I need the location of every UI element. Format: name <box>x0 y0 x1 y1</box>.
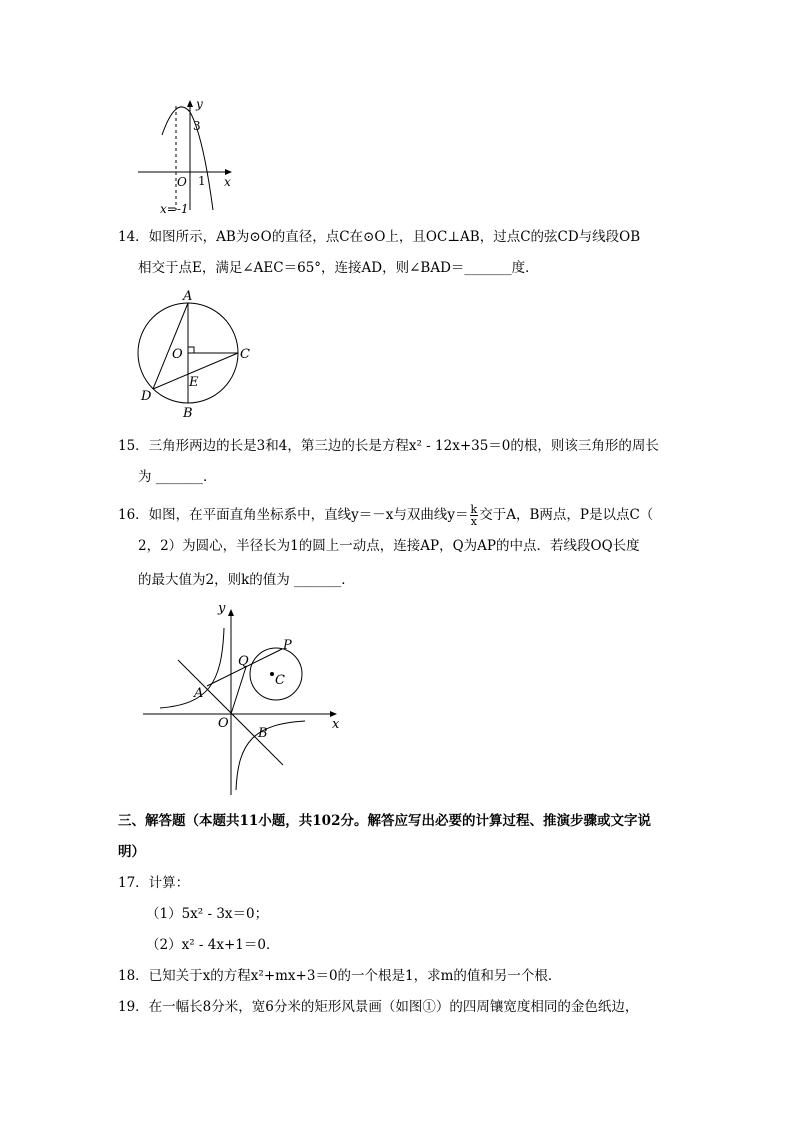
q15-line2: 为 _______． <box>138 469 217 485</box>
q19-text: 19．在一幅长8分米，宽6分米的矩形风景画（如图①）的四周镶宽度相同的金色纸边， <box>118 999 639 1015</box>
fig16-b-label: B <box>258 726 268 741</box>
label-d: D <box>141 389 152 404</box>
fig13-axis-label: x=-1 <box>160 202 189 216</box>
section3-heading-line1: 三、解答题（本题共11小题，共102分。解答应写出必要的计算过程、推演步骤或文字说 <box>118 813 651 829</box>
fig16-q-label: Q <box>238 654 249 669</box>
q18-text: 18．已知关于x的方程x²+mx+3＝0的一个根是1，求m的值和另一个根． <box>118 968 562 984</box>
fig13-y-label: y <box>196 97 203 111</box>
label-e: E <box>189 375 199 390</box>
y-axis-arrow <box>228 609 234 616</box>
hyperbola-branch-lower-right <box>236 721 305 790</box>
fig16-a-label: A <box>194 686 204 701</box>
q14-line2: 相交于点E，满足∠AEC＝65°，连接AD，则∠BAD＝_______度． <box>138 260 539 276</box>
fig13-origin-label: O <box>177 175 187 189</box>
q17-part1: （1）5x² - 3x＝0； <box>146 906 269 922</box>
q17-title: 17．计算： <box>118 875 190 891</box>
fraction-denominator: x <box>470 515 477 528</box>
label-b: B <box>183 406 193 421</box>
q14-line1: 14．如图所示，AB为⊙O的直径，点C在⊙O上，且OC⊥AB，过点C的弦CD与线段OB <box>118 229 641 245</box>
fig13-intercept-label: 3 <box>193 119 201 133</box>
q16-line2: 2，2）为圆心，半径长为1的圆上一动点，连接AP，Q为AP的中点．若线段OQ长度 <box>138 538 640 554</box>
center-c-dot <box>270 672 274 676</box>
fig16-y-label: y <box>218 601 226 616</box>
segment-oq <box>231 667 246 714</box>
q15-line1: 15．三角形两边的长是3和4，第三边的长是方程x² - 12x+35＝0的根，则该三角形的周长 <box>118 438 659 454</box>
fig16-x-label: x <box>332 717 340 732</box>
section3-heading-line2: 明） <box>118 844 145 860</box>
label-c: C <box>240 347 250 362</box>
fig16-origin-label: O <box>218 716 229 731</box>
fig13-x-label: x <box>224 175 231 189</box>
q16-line1-b: 交于A，B两点，P是以点C（ <box>479 507 654 523</box>
fig13-root-label: 1 <box>198 174 206 188</box>
q16-line1-a: 16．如图，在平面直角坐标系中，直线y＝－x与双曲线y＝ <box>118 507 469 523</box>
fraction-numerator: k <box>470 503 478 516</box>
q17-part2: （2）x² - 4x+1＝0． <box>146 937 280 953</box>
fig16-p-label: P <box>283 638 292 653</box>
fig16-c-label: C <box>275 673 285 688</box>
label-o: O <box>172 347 183 362</box>
label-a: A <box>183 289 193 304</box>
q16-line3: 的最大值为2，则k的值为 _______． <box>138 572 355 588</box>
